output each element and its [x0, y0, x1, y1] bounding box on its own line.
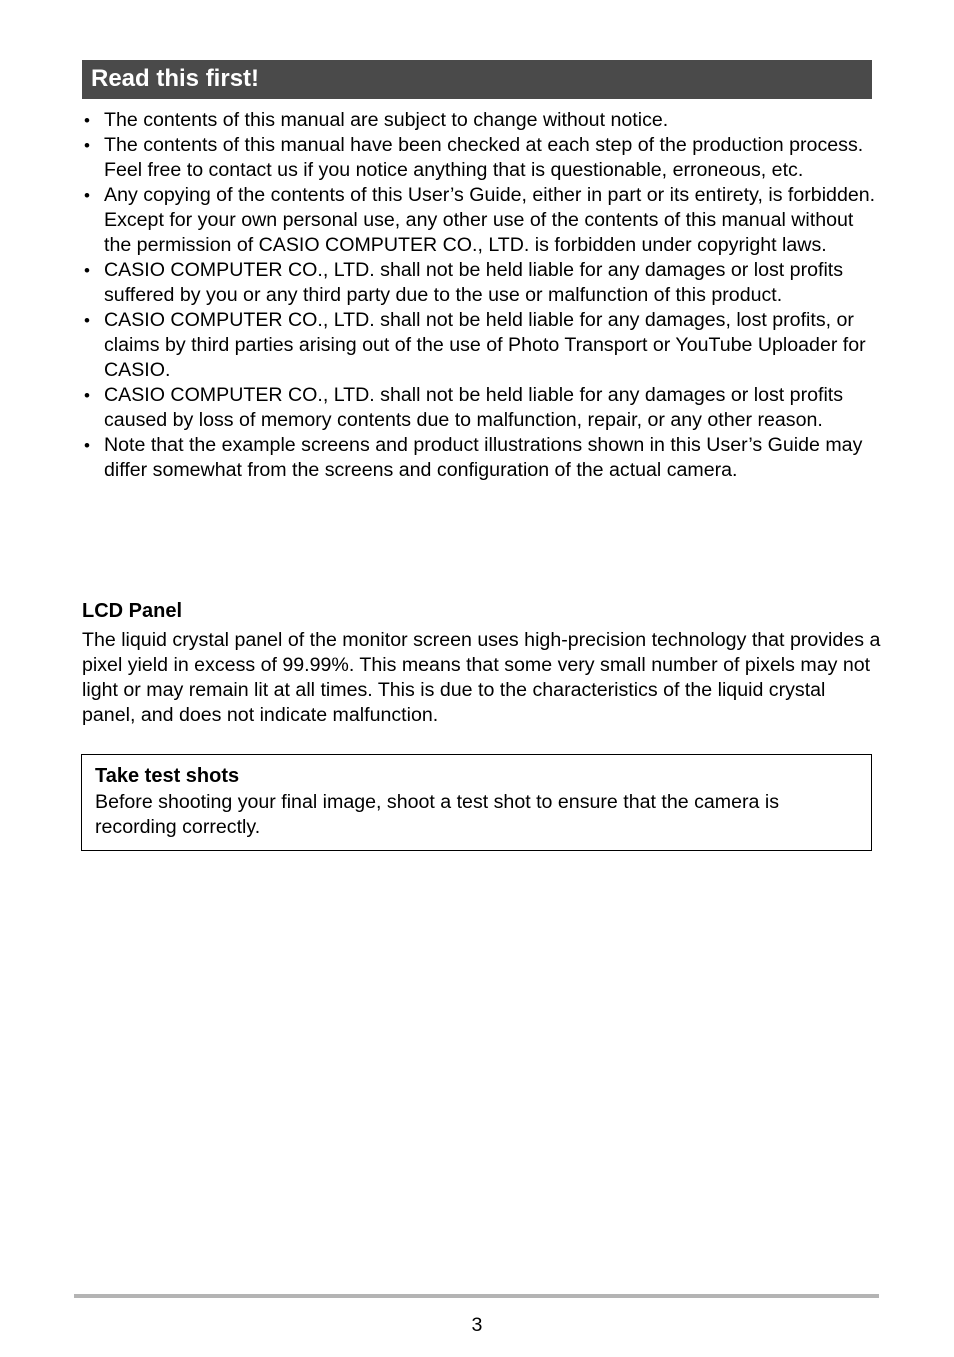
notice-text: Note that the example screens and product illustrations shown in this User’s Guide may differ somewhat from the screens and configuration of the actual camera.	[104, 434, 863, 481]
section-title-bar	[82, 60, 872, 99]
notice-text: The contents of this manual are subject to change without notice.	[104, 109, 669, 131]
notice-text: CASIO COMPUTER CO., LTD. shall not be held liable for any damages or lost profits suffered by you or any third party due to the use or malfunction of this product.	[104, 259, 844, 306]
footer-divider	[74, 1294, 879, 1298]
bullet-icon: •	[84, 111, 90, 130]
lcd-panel-heading: LCD Panel	[82, 600, 183, 622]
list-item	[82, 383, 882, 433]
test-shots-text: Before shooting your final image, shoot a test shot to ensure that the camera is recording correctly.	[95, 791, 779, 838]
lcd-panel-paragraph: The liquid crystal panel of the monitor screen uses high-precision technology that provides a pixel yield in excess of 99.99%. This means that some very small number of pixels may not light or may remain lit at all times. This is due to the characteristics of the liquid crystal panel, and does not indicate malfunction.	[82, 629, 881, 726]
bullet-icon: •	[84, 436, 90, 455]
list-item	[82, 133, 882, 183]
bullet-icon: •	[84, 261, 90, 280]
notice-text: Any copying of the contents of this User’s Guide, either in part or its entirety, is forbidden. Except for your own personal use, any other use of the contents of this manual without the permission of CASIO COMPUTER CO., LTD. is forbidden under copyright laws.	[104, 184, 876, 256]
list-item	[82, 183, 882, 258]
test-shots-title: Take test shots	[95, 765, 240, 787]
test-shots-box	[81, 754, 872, 851]
page-number: 3	[471, 1314, 483, 1336]
page-title: Read this first!	[91, 65, 260, 92]
bullet-icon: •	[84, 311, 90, 330]
bullet-icon: •	[84, 386, 90, 405]
list-item	[82, 433, 882, 483]
notice-text: CASIO COMPUTER CO., LTD. shall not be held liable for any damages or lost profits caused by loss of memory contents due to malfunction, repair, or any other reason.	[104, 384, 844, 431]
bullet-icon: •	[84, 136, 90, 155]
notice-list	[82, 108, 882, 483]
notice-text: The contents of this manual have been checked at each step of the production process. Feel free to contact us if you notice anything that is questionable, erroneous, etc.	[104, 134, 864, 181]
bullet-icon: •	[84, 186, 90, 205]
list-item	[82, 108, 882, 133]
list-item	[82, 258, 882, 308]
notice-text: CASIO COMPUTER CO., LTD. shall not be held liable for any damages, lost profits, or claims by third parties arising out of the use of Photo Transport or YouTube Uploader for CASIO.	[104, 309, 866, 381]
list-item	[82, 308, 882, 383]
